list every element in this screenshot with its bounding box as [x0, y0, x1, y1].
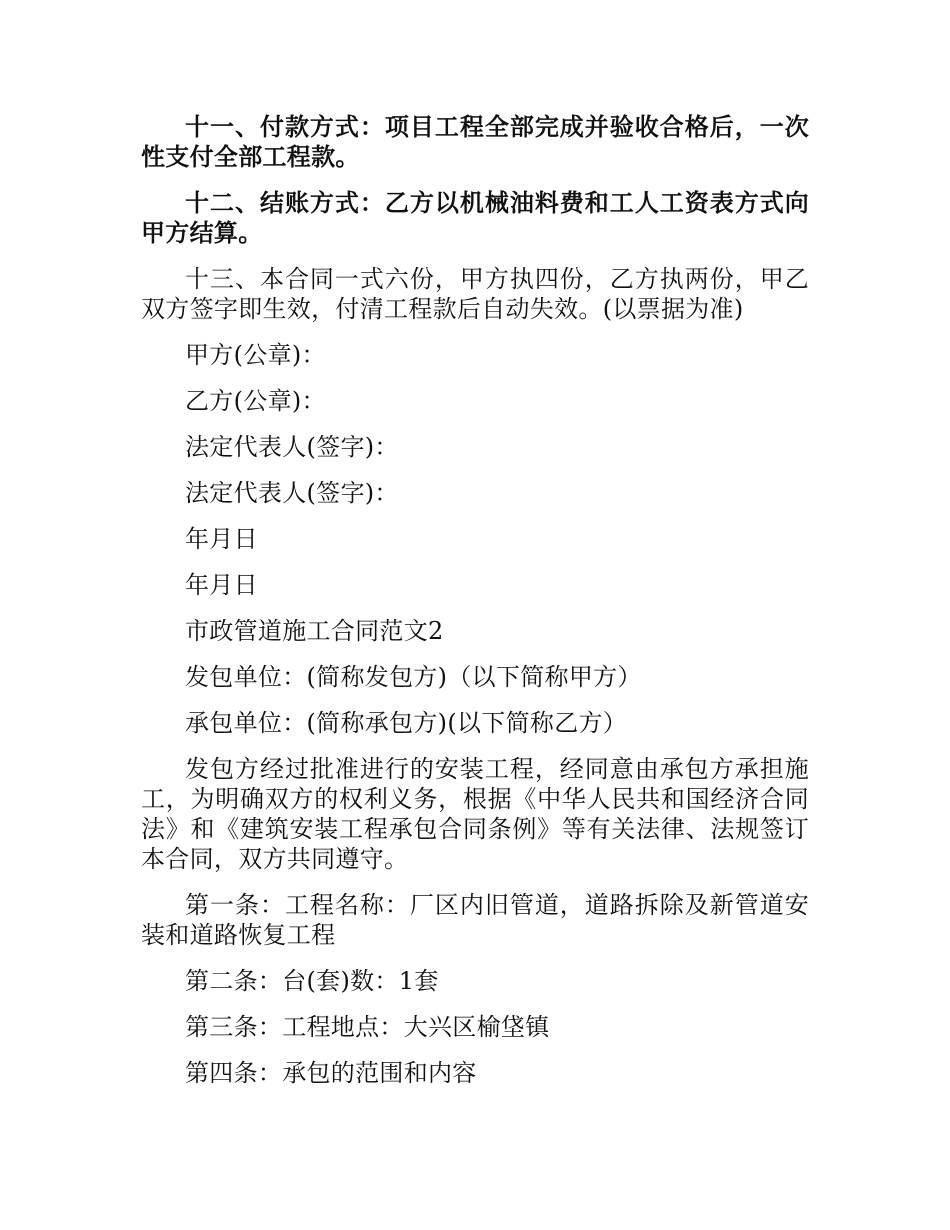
party-a-seal-line: 甲方(公章)： — [185, 341, 326, 369]
date-line-a: 年月日 — [185, 525, 258, 553]
clause-13-copies-validity: 十三、本合同一式六份，甲方执四份，乙方执两份，甲乙双方签字即生效，付清工程款后自动失效。(以票据为准) — [141, 265, 809, 323]
article-2-quantity: 第二条：台(套)数：1套 — [185, 967, 439, 995]
legal-representative-signature-a: 法定代表人(签字)： — [185, 433, 399, 461]
party-b-seal-line: 乙方(公章)： — [185, 387, 326, 415]
clause-12-settlement-method: 十二、结账方式：乙方以机械油料费和工人工资表方式向甲方结算。 — [141, 188, 809, 247]
date-line-b: 年月日 — [185, 571, 258, 599]
article-3-location: 第三条：工程地点：大兴区榆垡镇 — [185, 1013, 550, 1041]
article-4-scope: 第四条：承包的范围和内容 — [185, 1059, 477, 1087]
contracting-party-line: 发包单位：(简称发包方)（以下简称甲方） — [185, 663, 642, 691]
document-page — [141, 112, 809, 1104]
article-1-project-name: 第一条：工程名称：厂区内旧管道，道路拆除及新管道安装和道路恢复工程 — [141, 891, 809, 949]
legal-representative-signature-b: 法定代表人(签字)： — [185, 479, 399, 507]
contractor-party-line: 承包单位：(简称承包方)(以下简称乙方） — [185, 709, 628, 737]
clause-11-payment-method: 十一、付款方式：项目工程全部完成并验收合格后，一次性支付全部工程款。 — [141, 112, 809, 171]
sample-title-2: 市政管道施工合同范文2 — [185, 617, 444, 645]
preamble-paragraph: 发包方经过批准进行的安装工程，经同意由承包方承担施工，为明确双方的权利义务，根据《中华人民共和国经济合同法》和《建筑安装工程承包合同条例》等有关法律、法规签订本合同，双方共同遵守。 — [141, 755, 809, 873]
